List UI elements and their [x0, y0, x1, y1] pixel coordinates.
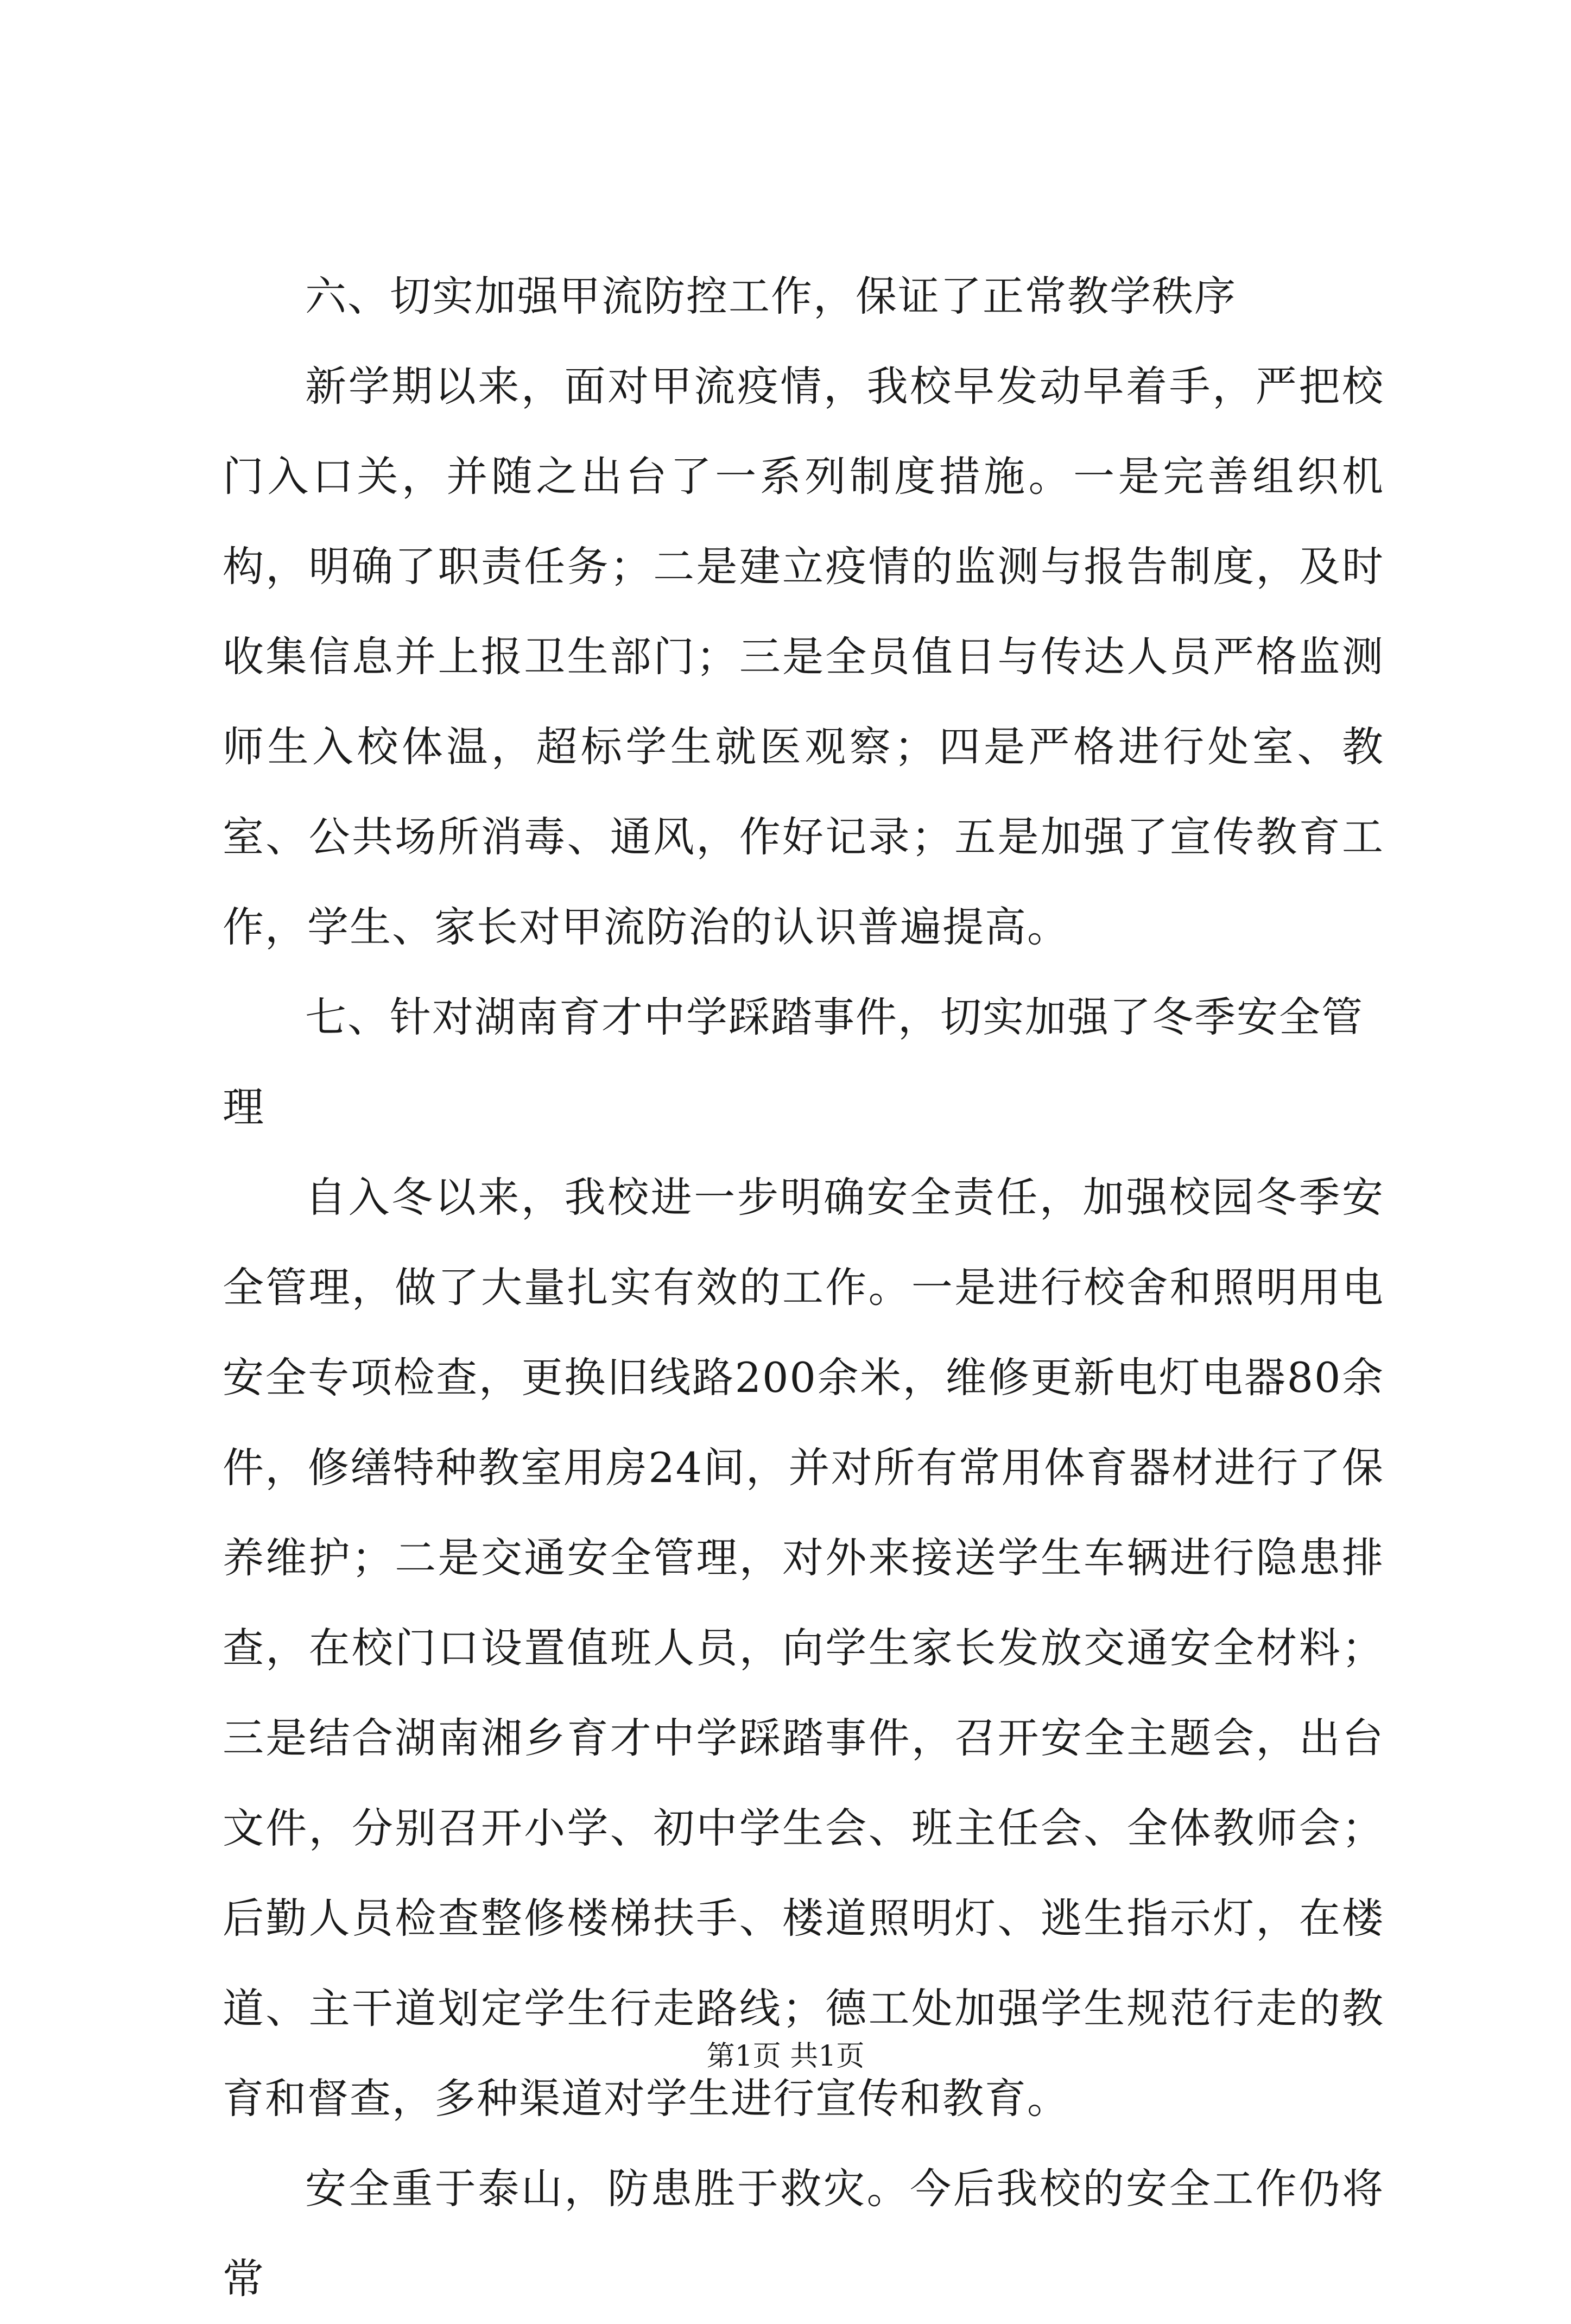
body-paragraph: 安全重于泰山，防患胜于救灾。今后我校的安全工作仍将常 [223, 2164, 1384, 2303]
body-paragraph: 自入冬以来，我校进一步明确安全责任，加强校园冬季安全管理，做了大量扎实有效的工作。一是进行校舍和照明用电安全专项检查，更换旧线路200余米，维修更新电灯电器80余件，修缮特种教室用房24间，并对所有常用体育器材进行了保养维护；二是交通安全管理，对外来接送学生车辆进行隐患排查，在校门口设置值班人员，向学生家长发放交通安全材料；三是结合湖南湘乡育才中学踩踏事件，召开安全主题会，出台文件，分别召开小学、初中学生会、班主任会、全体教师会；后勤人员检查整修楼梯扶手、楼道照明灯、逃生指示灯，在楼道、主干道划定学生行走路线；德工处加强学生规范行走的教育和督查，多种渠道对学生进行宣传和教育。 [223, 1173, 1384, 2123]
body-paragraph: 新学期以来，面对甲流疫情，我校早发动早着手，严把校门入口关，并随之出台了一系列制度措施。一是完善组织机构，明确了职责任务；二是建立疫情的监测与报告制度，及时收集信息并上报卫生部门；三是全员值日与传达人员严格监测师生入校体温，超标学生就医观察；四是严格进行处室、教室、公共场所消毒、通风，作好记录；五是加强了宣传教育工作，学生、家长对甲流防治的认识普遍提高。 [223, 362, 1384, 951]
page-footer: 第1页 共1页 [706, 2040, 865, 2073]
section-heading-6: 六、切实加强甲流防控工作，保证了正常教学秩序 [305, 272, 1237, 320]
section-heading-7: 七、针对湖南育才中学踩踏事件，切实加强了冬季安全管理 [223, 993, 1364, 1131]
document-body [223, 251, 1384, 2324]
